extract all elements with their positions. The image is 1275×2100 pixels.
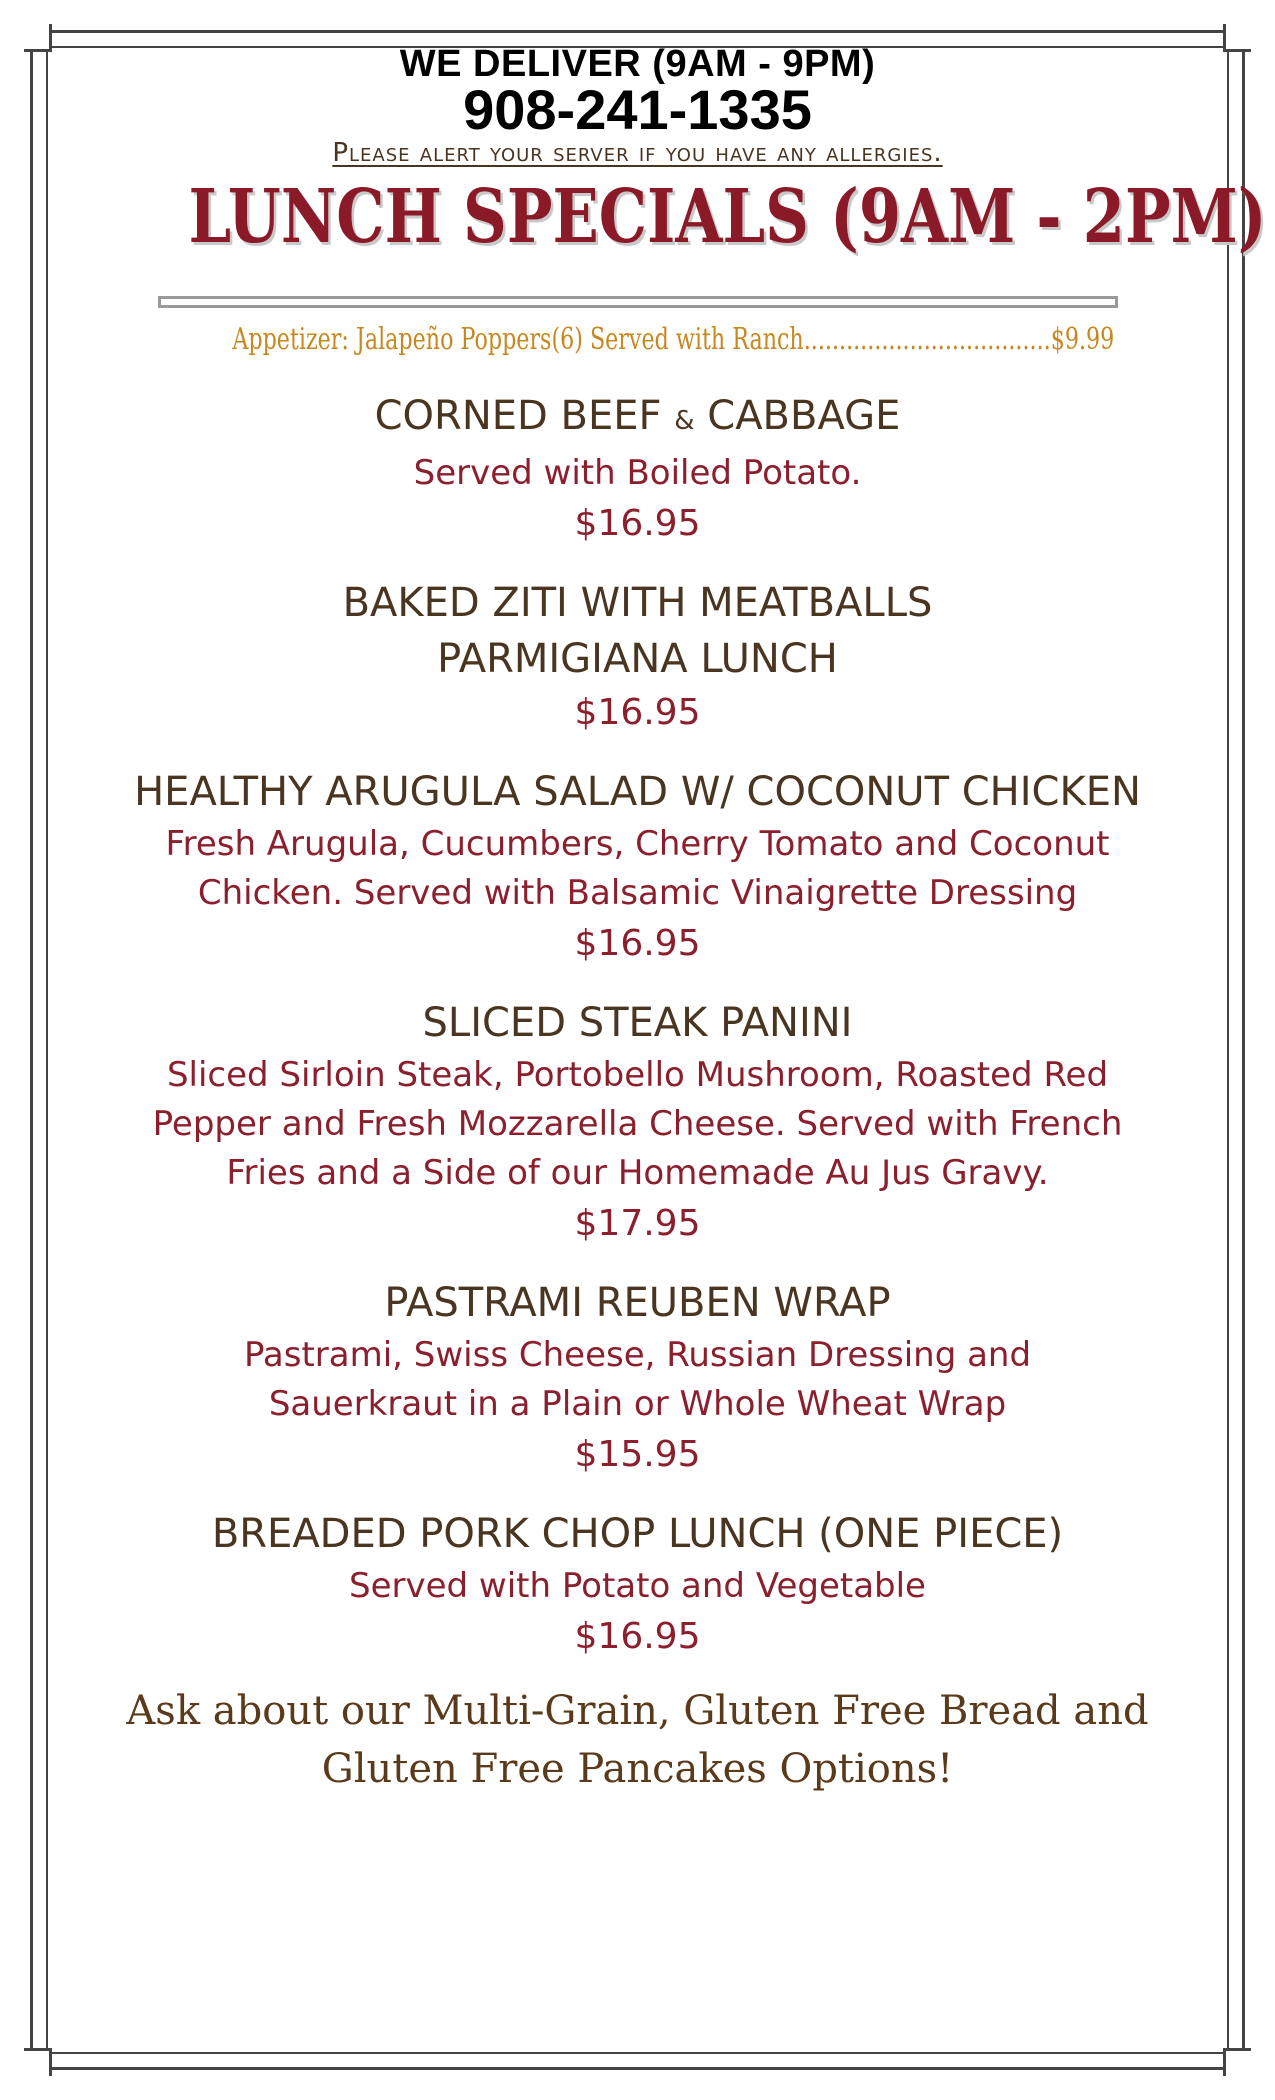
divider-bar xyxy=(158,296,1118,308)
frame-corner-top-left xyxy=(24,24,52,52)
frame-corner-bottom-right xyxy=(1223,2048,1251,2076)
delivery-hours: WE DELIVER (9AM - 9PM) xyxy=(399,43,876,85)
item-name-part: CABBAGE xyxy=(707,393,901,439)
allergy-notice: Please alert your server if you have any allergies. xyxy=(332,138,943,168)
item-price: $16.95 xyxy=(574,503,701,544)
menu-item-arugula-salad xyxy=(90,764,1185,969)
menu-item-corned-beef xyxy=(90,388,1185,549)
menu-item-pork-chop xyxy=(90,1506,1185,1662)
item-price: $16.95 xyxy=(574,923,701,964)
item-description: Served with Boiled Potato. xyxy=(413,453,862,493)
item-description: Fresh Arugula, Cucumbers, Cherry Tomato and Coconut Chicken. Served with Balsamic Vinaigrette Dressing xyxy=(165,824,1110,913)
item-price: $17.95 xyxy=(574,1203,701,1244)
menu-content xyxy=(90,43,1267,1798)
item-price: $15.95 xyxy=(574,1434,701,1475)
item-description: Pastrami, Swiss Cheese, Russian Dressing and Sauerkraut in a Plain or Whole Wheat Wrap xyxy=(243,1335,1032,1424)
item-name: PASTRAMI REUBEN WRAP xyxy=(384,1280,891,1326)
frame-corner-bottom-left xyxy=(24,2048,52,2076)
bread-options-note: Ask about our Multi-Grain, Gluten Free Bread and Gluten Free Pancakes Options! xyxy=(126,1688,1149,1792)
item-name: BREADED PORK CHOP LUNCH (ONE PIECE) xyxy=(211,1511,1064,1557)
page-title: LUNCH SPECIALS (9AM - 2PM) xyxy=(188,174,1267,260)
item-name: HEALTHY ARUGULA SALAD W/ COCONUT CHICKEN xyxy=(134,769,1141,815)
frame-corner-top-right xyxy=(1223,24,1251,52)
phone-number: 908-241-1335 xyxy=(463,78,812,141)
item-name: BAKED ZITI WITH MEATBALLS PARMIGIANA LUNCH xyxy=(342,580,933,682)
appetizer-line: Appetizer: Jalapeño Poppers(6) Served with Ranch...................................$9.99 xyxy=(232,322,1115,357)
item-name: SLICED STEAK PANINI xyxy=(422,1000,853,1046)
item-name xyxy=(90,388,1185,449)
item-description: Sliced Sirloin Steak, Portobello Mushroom, Roasted Red Pepper and Fresh Mozzarella Cheese. Served with French Fries and a Side of our Homemade Au Jus Gravy. xyxy=(152,1055,1123,1193)
item-price: $16.95 xyxy=(574,692,701,733)
ampersand: & xyxy=(674,406,695,436)
menu-item-baked-ziti xyxy=(90,575,1185,738)
menu-item-steak-panini xyxy=(90,995,1185,1249)
item-price: $16.95 xyxy=(574,1616,701,1657)
menu-item-pastrami-wrap xyxy=(90,1275,1185,1480)
item-description: Served with Potato and Vegetable xyxy=(349,1566,926,1606)
item-name-part: CORNED BEEF xyxy=(374,393,662,439)
